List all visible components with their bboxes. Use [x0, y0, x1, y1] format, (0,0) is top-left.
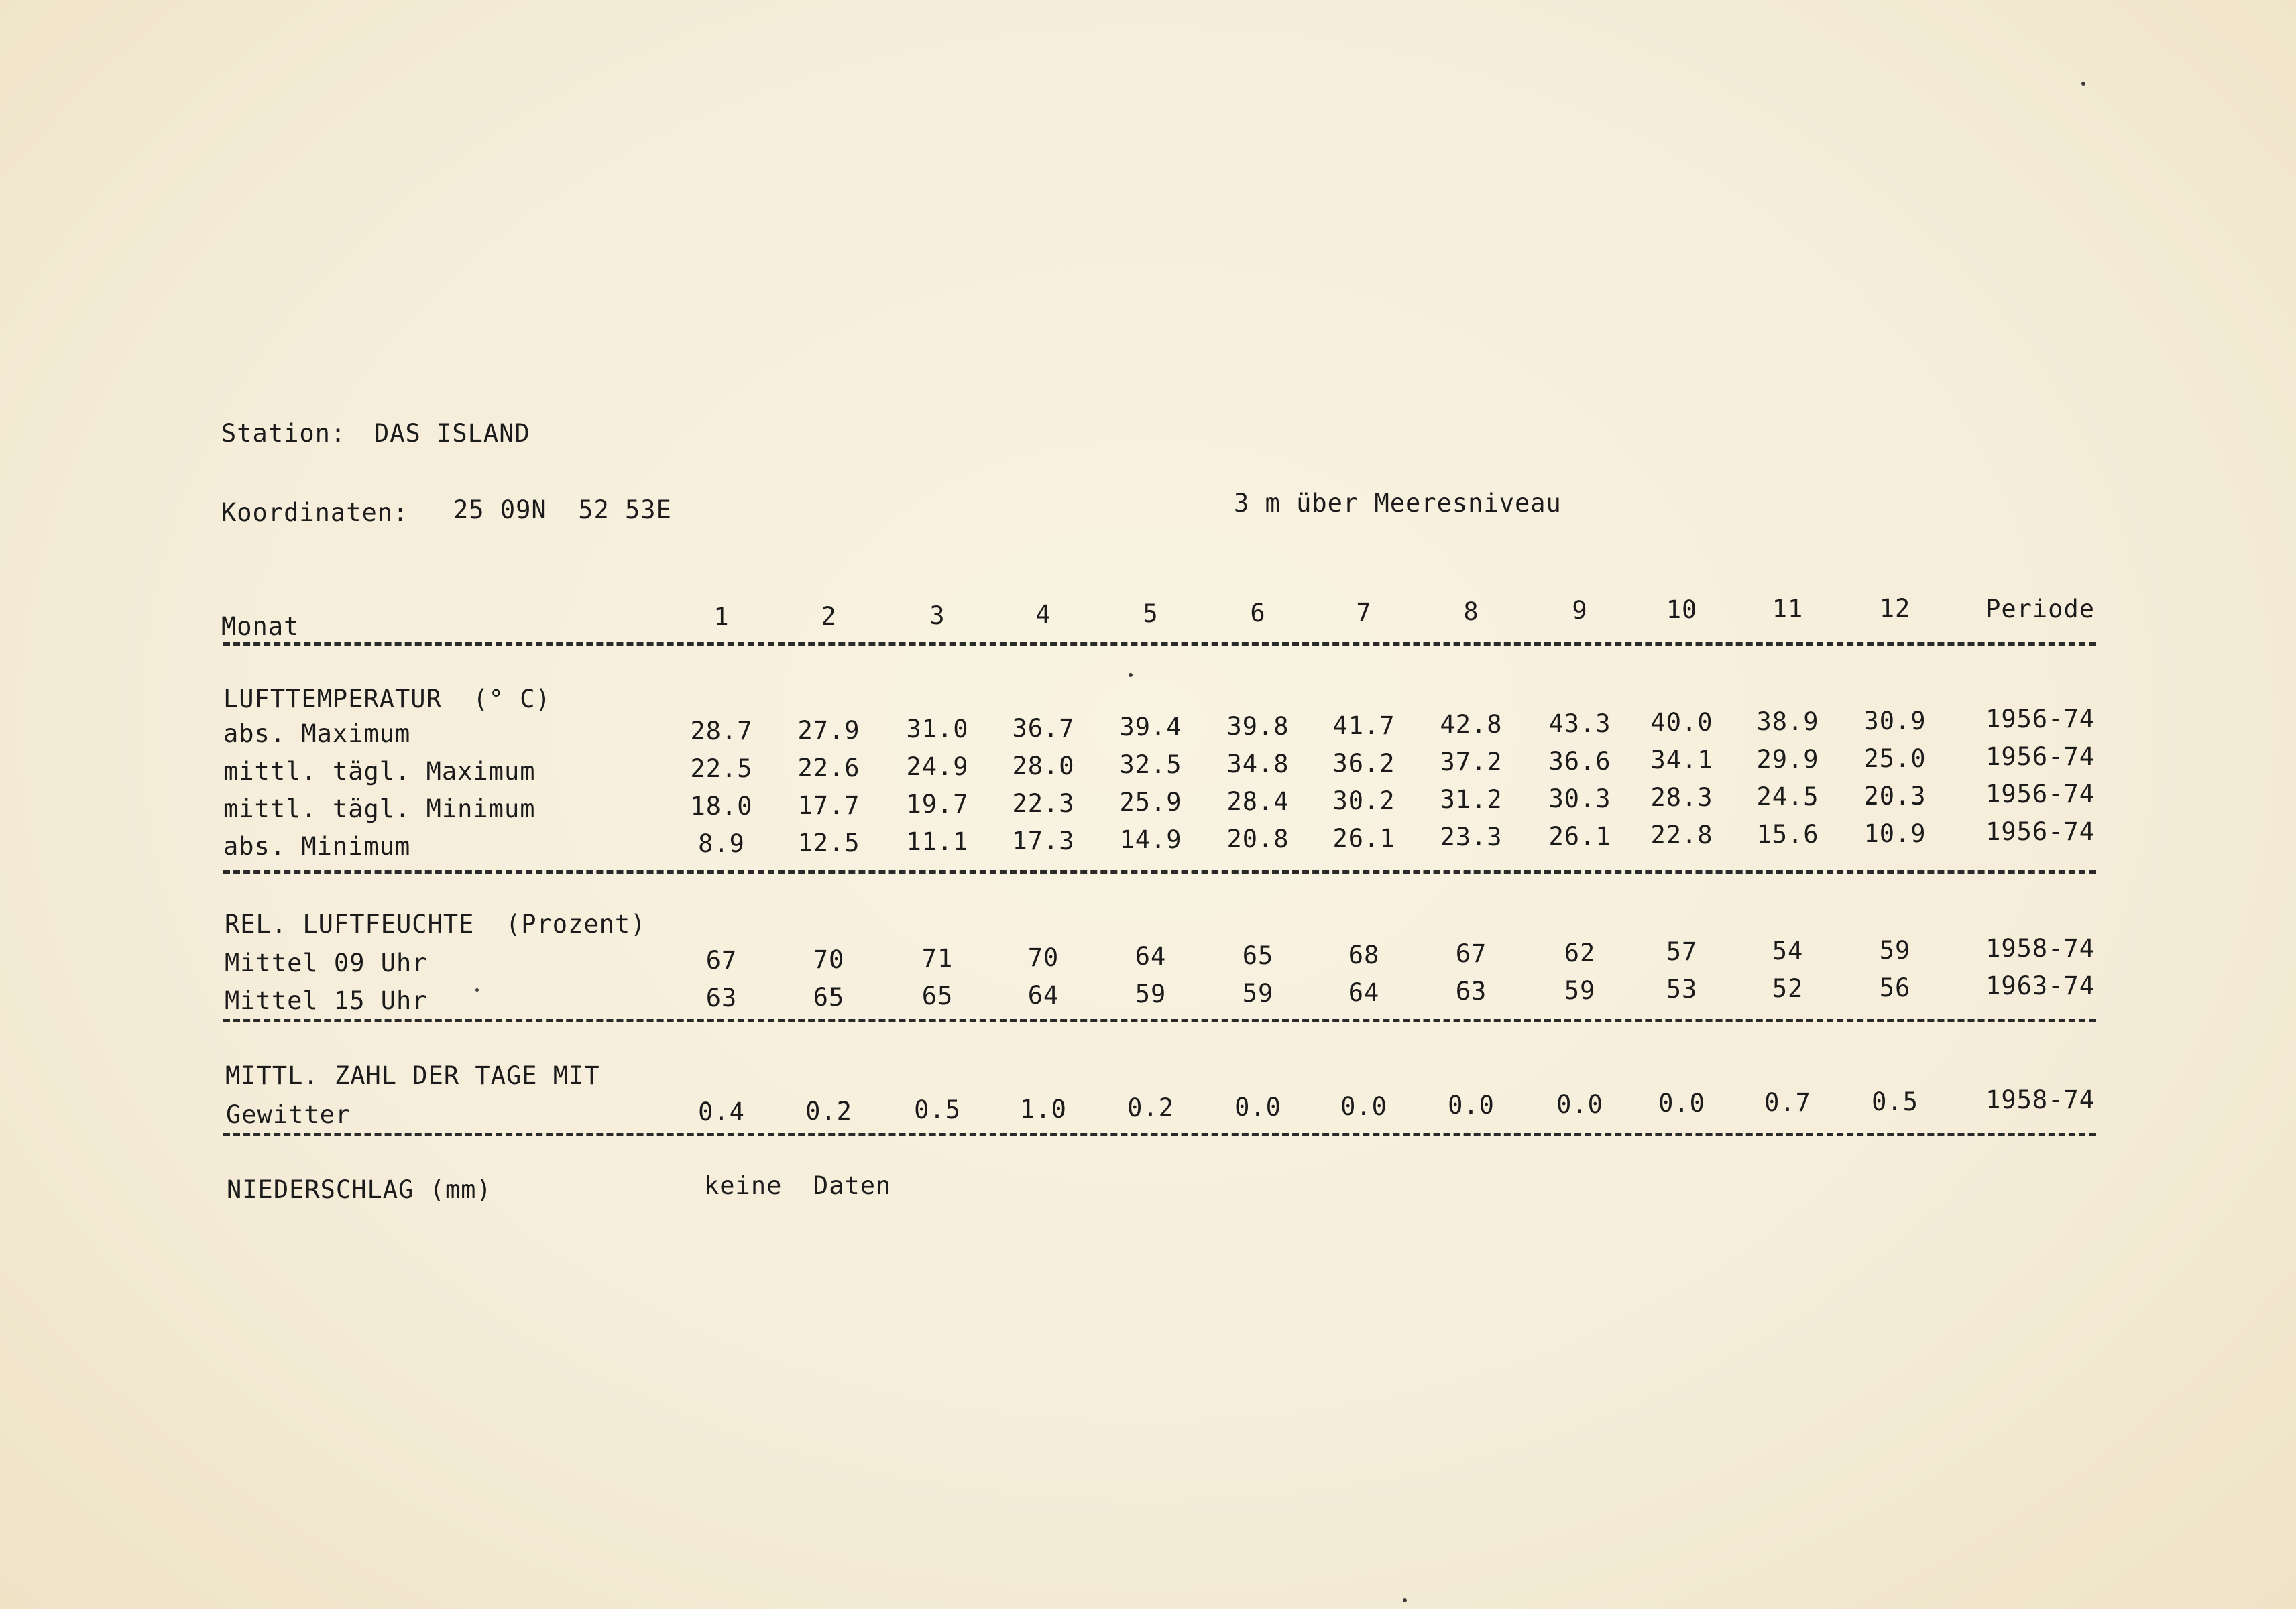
month-number-6: 6: [1250, 599, 1266, 628]
temperature-value: 23.3: [1440, 823, 1503, 852]
elevation: 3 m über Meeresniveau: [1234, 489, 1562, 518]
thunder-value: 0.0: [1556, 1089, 1603, 1119]
temperature-value: 15.6: [1756, 820, 1819, 849]
humidity-row-label: Mittel 09 Uhr: [225, 949, 428, 977]
temperature-value: 41.7: [1332, 711, 1395, 740]
precipitation-value: keine Daten: [704, 1171, 892, 1200]
temperature-value: 22.6: [797, 753, 860, 782]
temperature-value: 10.9: [1863, 819, 1927, 848]
temperature-row-label: mittl. tägl. Maximum: [223, 757, 536, 786]
temperature-row-period: 1956-74: [1986, 780, 2095, 809]
temperature-value: 30.9: [1863, 706, 1927, 735]
humidity-value: 63: [705, 984, 738, 1012]
paper-speck: [475, 988, 479, 992]
temperature-value: 24.5: [1756, 782, 1819, 811]
temperature-value: 40.0: [1650, 708, 1713, 737]
thunder-value: 0.0: [1658, 1089, 1705, 1118]
temperature-value: 32.5: [1119, 750, 1182, 780]
thunder-value: 0.5: [1872, 1087, 1918, 1116]
temperature-row-label: mittl. tägl. Minimum: [223, 794, 536, 823]
temperature-value: 17.7: [797, 790, 860, 820]
temperature-row-period: 1956-74: [1986, 817, 2095, 846]
temperature-value: 19.7: [906, 790, 969, 819]
temperature-value: 8.9: [698, 829, 745, 858]
humidity-value: 64: [1135, 942, 1167, 971]
thunder-row-period: 1958-74: [1986, 1085, 2095, 1114]
temperature-value: 36.6: [1548, 746, 1611, 776]
temperature-value: 38.9: [1756, 707, 1819, 736]
temperature-value: 22.8: [1650, 821, 1713, 850]
divider: [223, 1133, 2096, 1136]
humidity-value: 65: [813, 982, 845, 1012]
paper-speck: [1129, 673, 1133, 677]
temperature-value: 39.4: [1119, 713, 1182, 742]
month-header-label: Monat: [221, 612, 300, 641]
temperature-title: LUFTTEMPERATUR (° C): [223, 684, 551, 713]
period-header: Periode: [1986, 595, 2095, 623]
temperature-value: 43.3: [1548, 709, 1611, 738]
month-number-11: 11: [1772, 595, 1804, 623]
humidity-value: 57: [1666, 937, 1698, 967]
humidity-value: 59: [1564, 975, 1596, 1005]
temperature-value: 28.0: [1012, 751, 1075, 780]
thunder-value: 0.0: [1340, 1091, 1387, 1121]
temperature-value: 37.2: [1440, 748, 1503, 777]
coordinates-value: 25 09N 52 53E: [453, 495, 672, 524]
temperature-value: 25.9: [1119, 788, 1182, 817]
temperature-value: 24.9: [906, 752, 969, 782]
temperature-value: 17.3: [1012, 826, 1075, 855]
temperature-value: 36.7: [1012, 713, 1075, 743]
temperature-value: 31.2: [1440, 785, 1503, 815]
divider: [223, 870, 2096, 874]
humidity-value: 71: [921, 944, 954, 973]
temperature-value: 12.5: [797, 828, 860, 857]
humidity-value: 62: [1564, 938, 1596, 967]
humidity-value: 56: [1879, 973, 1911, 1002]
humidity-value: 59: [1242, 979, 1274, 1008]
thunder-value: 0.5: [914, 1095, 961, 1125]
month-number-1: 1: [713, 603, 730, 632]
temperature-value: 25.0: [1863, 743, 1927, 773]
temperature-value: 22.3: [1012, 788, 1075, 818]
thunder-value: 0.7: [1764, 1088, 1811, 1117]
humidity-value: 65: [1242, 941, 1274, 970]
month-number-7: 7: [1356, 597, 1372, 627]
thunder-value: 0.4: [698, 1097, 745, 1126]
humidity-title: REL. LUFTFEUCHTE (Prozent): [225, 910, 646, 939]
temperature-value: 18.0: [690, 792, 753, 821]
humidity-value: 59: [1879, 935, 1911, 965]
temperature-value: 14.9: [1119, 825, 1182, 855]
temperature-value: 28.3: [1650, 783, 1713, 813]
divider: [223, 642, 2096, 646]
humidity-row-period: 1963-74: [1986, 971, 2095, 1000]
month-number-2: 2: [821, 601, 837, 631]
temperature-value: 30.3: [1548, 784, 1611, 813]
humidity-value: 68: [1348, 940, 1380, 969]
humidity-row-period: 1958-74: [1986, 934, 2095, 963]
temperature-value: 39.8: [1226, 712, 1289, 741]
thunder-row-label: Gewitter: [226, 1100, 351, 1129]
month-number-4: 4: [1035, 600, 1051, 630]
thunder-value: 0.0: [1235, 1093, 1281, 1122]
humidity-value: 70: [1027, 943, 1059, 972]
month-number-8: 8: [1463, 597, 1479, 626]
month-number-12: 12: [1879, 593, 1911, 623]
temperature-value: 28.4: [1226, 787, 1289, 816]
temperature-row-period: 1956-74: [1986, 705, 2095, 733]
humidity-value: 64: [1027, 980, 1059, 1010]
humidity-value: 70: [813, 945, 845, 974]
month-number-9: 9: [1572, 596, 1588, 625]
temperature-value: 22.5: [690, 754, 753, 783]
temperature-value: 27.9: [797, 715, 860, 745]
precipitation-label: NIEDERSCHLAG (mm): [227, 1175, 492, 1204]
temperature-value: 26.1: [1332, 823, 1395, 853]
month-number-3: 3: [929, 601, 945, 630]
station-label: Station:: [221, 419, 347, 448]
humidity-value: 67: [1455, 939, 1487, 969]
temperature-value: 11.1: [906, 827, 969, 857]
temperature-value: 36.2: [1332, 748, 1395, 778]
humidity-value: 65: [921, 981, 954, 1011]
humidity-value: 64: [1348, 977, 1380, 1007]
humidity-value: 52: [1772, 974, 1804, 1003]
month-number-10: 10: [1666, 595, 1698, 625]
temperature-row-label: abs. Maximum: [223, 719, 411, 748]
divider: [223, 1019, 2096, 1022]
temperature-value: 20.3: [1863, 781, 1927, 811]
temperature-row-label: abs. Minimum: [223, 832, 411, 861]
temperature-value: 31.0: [906, 715, 969, 744]
temperature-value: 26.1: [1548, 821, 1611, 851]
thunder-title: MITTL. ZAHL DER TAGE MIT: [225, 1061, 600, 1090]
temperature-value: 42.8: [1440, 710, 1503, 739]
thunder-value: 0.2: [1127, 1093, 1174, 1123]
humidity-value: 67: [705, 946, 738, 975]
temperature-row-period: 1956-74: [1986, 742, 2095, 771]
temperature-value: 34.8: [1226, 750, 1289, 778]
coordinates-label: Koordinaten:: [221, 498, 409, 527]
paper-speck: [1403, 1598, 1407, 1602]
humidity-value: 63: [1455, 977, 1487, 1006]
station-name: DAS ISLAND: [374, 419, 530, 448]
thunder-value: 1.0: [1020, 1094, 1067, 1124]
humidity-value: 59: [1135, 979, 1167, 1009]
paper-speck: [2081, 82, 2085, 86]
thunder-value: 0.0: [1448, 1091, 1495, 1120]
temperature-value: 29.9: [1756, 745, 1819, 774]
temperature-value: 30.2: [1332, 786, 1395, 815]
thunder-value: 0.2: [805, 1096, 852, 1126]
temperature-value: 28.7: [690, 717, 753, 746]
temperature-value: 20.8: [1226, 825, 1289, 853]
humidity-value: 53: [1666, 975, 1698, 1004]
humidity-value: 54: [1772, 937, 1804, 965]
humidity-row-label: Mittel 15 Uhr: [225, 986, 428, 1015]
month-number-5: 5: [1143, 599, 1159, 629]
temperature-value: 34.1: [1650, 746, 1713, 775]
